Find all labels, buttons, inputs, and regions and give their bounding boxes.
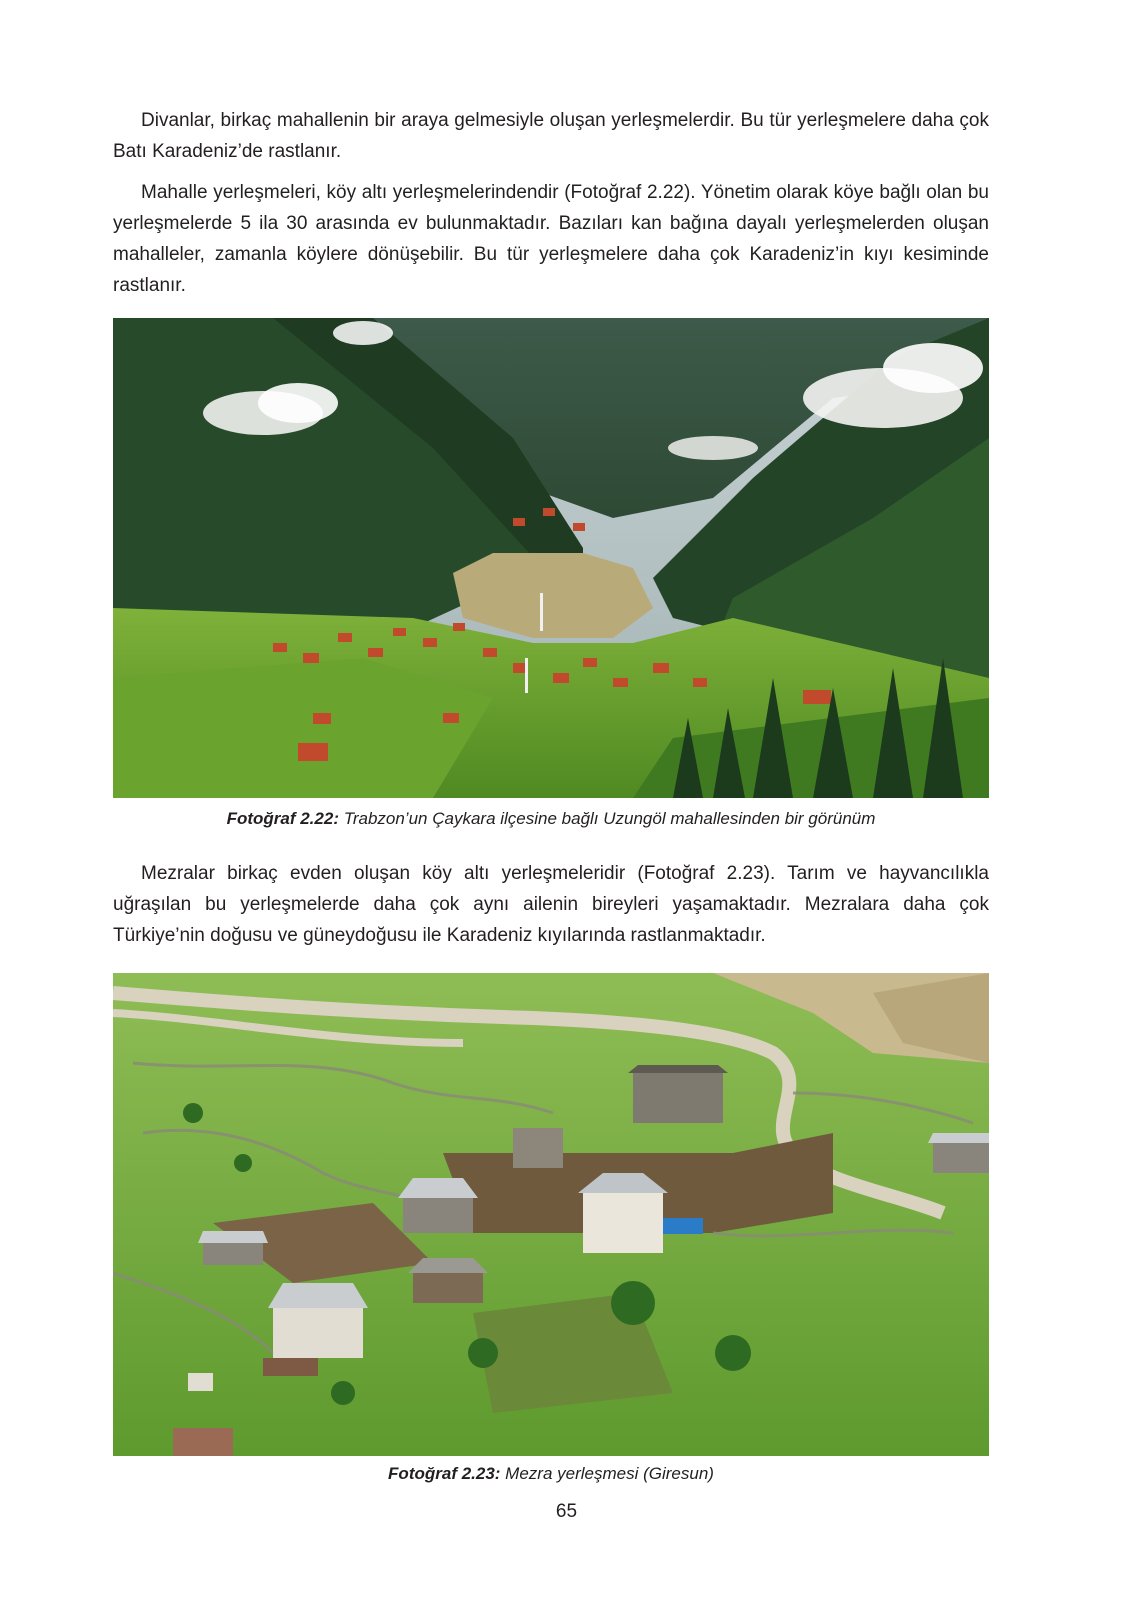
mezra-photo [113,973,989,1456]
paragraph-divanlar: Divanlar, birkaç mahallenin bir araya gelmesiyle oluşan yerleşmelerdir. Bu tür yerleşmelere daha çok Batı Karadeniz’de rastlanır. [113,110,989,162]
paragraph-mezra: Mezralar birkaç evden oluşan köy altı yerleşmeleridir (Fotoğraf 2.23). Tarım ve hayvancılıkla uğraşılan bu yerleşmelerde daha çok aynı ailenin bireyleri yaşamaktadır. Mezralara daha çok Türkiye’nin doğusu ve güneydoğusu ile Karadeniz kıyılarında rastlanmaktadır. [113,863,989,946]
caption-text: Trabzon’un Çaykara ilçesine bağlı Uzungöl mahallesinden bir görünüm [338,809,876,828]
mezra-landscape-image [113,973,989,1456]
caption-label: Fotoğraf 2.23: [388,1464,501,1483]
photo-2-22-caption [113,809,989,829]
photo-2-23-caption [113,1464,989,1484]
caption-text: Mezra yerleşmesi (Giresun) [500,1464,714,1483]
uzungol-landscape-image [113,318,989,798]
page-number: 65 [555,1501,578,1522]
paragraph-mahalle: Mahalle yerleşmeleri, köy altı yerleşmelerindendir (Fotoğraf 2.22). Yönetim olarak köye bağlı olan bu yerleşmelerde 5 ila 30 arasında ev bulunmaktadır. Bazıları kan bağına dayalı yerleşmelerden oluşan mahalleler, zamanla köylere dönüşebilir. Bu tür yerleşmelere daha çok Karadeniz’in kıyı kesiminde rastlanır. [113,182,989,296]
caption-label: Fotoğraf 2.22: [226,809,339,828]
uzungol-photo [113,318,989,798]
